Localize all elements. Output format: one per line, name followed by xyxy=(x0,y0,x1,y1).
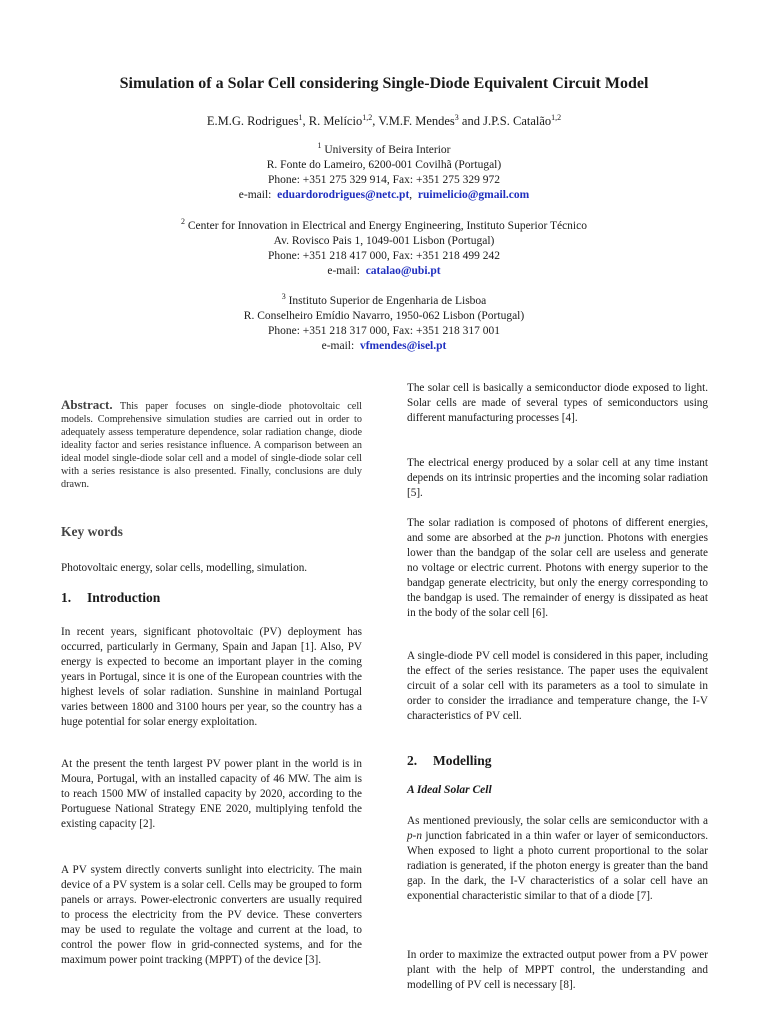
email-label: e-mail: xyxy=(321,340,355,352)
email-link[interactable]: ruimelicio@gmail.com xyxy=(417,189,530,201)
section-number: 1. xyxy=(61,590,72,605)
affiliation-2 xyxy=(40,219,728,279)
author-affiliation-sup: 1,2 xyxy=(551,112,562,122)
affiliation-address: R. Fonte do Lameiro, 6200-001 Covilhã (Portugal) xyxy=(266,159,502,171)
paragraph: In order to maximize the extracted output power from a PV power plant with the help of MPPT control, the understanding and modelling of PV cell is necessary [8]. xyxy=(407,949,708,991)
affiliation-phone: Phone: +351 218 317 000, Fax: +351 218 317 001 xyxy=(267,325,501,337)
affiliation-name: University of Beira Interior xyxy=(324,144,451,156)
author-list xyxy=(40,113,728,129)
email-link[interactable]: vfmendes@isel.pt xyxy=(359,340,447,352)
affiliation-3 xyxy=(40,294,728,354)
paragraph-italic: p-n xyxy=(407,830,422,842)
author-name: E.M.G. Rodrigues xyxy=(206,114,299,128)
affiliation-sup: 1 xyxy=(317,141,322,151)
abstract xyxy=(61,398,362,491)
author-affiliation-sup: 1 xyxy=(298,112,303,122)
subsection-heading: A Ideal Solar Cell xyxy=(407,784,492,796)
abstract-text: This paper focuses on single-diode photovoltaic cell models. Comprehensive simulation studies are carried out in order to adequately assess temperature dependence, solar radiation change, diode ideality factor and series resistance influence. A comparison between an ideal model single-diode solar cell and a model of single-diode solar cell with a series resistance is also presented. Finally, conclusions are duly drawn. xyxy=(61,401,362,490)
paragraph: The solar cell is basically a semiconductor diode exposed to light. Solar cells are made of several types of semiconductors using different manufacturing processes [4]. xyxy=(407,382,708,424)
email-link[interactable]: eduardorodrigues@netc.pt xyxy=(277,189,410,201)
author-name: V.M.F. Mendes xyxy=(378,114,455,128)
right-column xyxy=(407,649,708,724)
section-number: 2. xyxy=(407,753,418,768)
email-link[interactable]: catalao@ubi.pt xyxy=(365,265,441,277)
keywords-text: Photovoltaic energy, solar cells, modelling, simulation. xyxy=(61,562,308,574)
affiliation-address: Av. Rovisco Pais 1, 1049-001 Lisbon (Portugal) xyxy=(273,235,495,247)
right-column xyxy=(407,814,708,904)
email-label: e-mail: xyxy=(238,189,272,201)
affiliation-sup: 2 xyxy=(181,217,186,227)
paragraph: A PV system directly converts sunlight into electricity. The main device of a PV system is a solar cell. Cells may be grouped to form panels or arrays. Power-electronic converters are usually required to process the electricity from the PV device. These converters may be used to regulate the voltage and current at the load, to control the power flow in grid-connected systems, and for the maximum power point tracking (MPPT) of the device [3]. xyxy=(61,864,362,966)
author-affiliation-sup: 3 xyxy=(454,112,459,122)
affiliation-1: $^1$ University of Beira Interior R. Fonte do Lameiro, 6200-001 Covilhã (Portugal) Phone: +351 275 329 914, Fax: +351 275 329 972 e-mail: eduardorodrigues@netc.pt, ruimelicio@gmail.com xyxy=(40,143,728,203)
right-column xyxy=(407,948,708,993)
section-heading-introduction xyxy=(61,590,160,606)
affiliation-address: R. Conselheiro Emídio Navarro, 1950-062 Lisbon (Portugal) xyxy=(243,310,525,322)
author-affiliation-sup: 1,2 xyxy=(362,112,373,122)
author-separator: , xyxy=(372,114,379,128)
left-column xyxy=(61,863,362,968)
paragraph-text: As mentioned previously, the solar cells are semiconductor with a xyxy=(407,815,708,827)
affiliation-phone: Phone: +351 275 329 914, Fax: +351 275 329 972 xyxy=(267,174,501,186)
paragraph-text: The solar radiation is composed of photons of different energies, and some are absorbed at the xyxy=(407,517,708,544)
email-label: e-mail: xyxy=(327,265,360,277)
paragraph-text: junction. Photons with energies lower than the bandgap of the solar cell are useless and generate no voltage or electric current. Photons with energy superior to the bandgap generate electricity, but only the energy corresponding to the bandgap is used. The remainder of energy is dissipated as heat in the body of the solar cell [6]. xyxy=(407,532,708,619)
left-column xyxy=(61,757,362,832)
keywords-heading: Key words xyxy=(61,524,123,539)
affiliation-name: Center for Innovation in Electrical and Energy Engineering, Instituto Superior Técnico xyxy=(187,220,587,232)
author-name: J.P.S. Catalão xyxy=(483,114,552,128)
right-column xyxy=(407,456,708,501)
paper-title: Simulation of a Solar Cell considering Single-Diode Equivalent Circuit Model xyxy=(119,75,649,92)
paragraph-text: junction fabricated in a thin wafer or layer of semiconductors. When exposed to light a photo current proportional to the solar radiation is generated, if the photon energy is greater than the band gap. In the dark, the I-V characteristics of a solar cell have an exponential characteristic similar to that of a diode [7]. xyxy=(407,830,708,902)
paragraph: A single-diode PV cell model is considered in this paper, including the effect of the series resistance. The paper uses the equivalent circuit of a solar cell with its parameters as a tool to simulate in order to consider the irradiance and temperature change, the I-V characteristics of PV cell. xyxy=(407,650,708,722)
abstract-label: Abstract. xyxy=(61,397,113,412)
affiliation-sup: 3 xyxy=(281,292,286,302)
right-column xyxy=(407,381,708,426)
section-title: Modelling xyxy=(433,753,492,768)
author-separator: and xyxy=(458,114,484,128)
paragraph: At the present the tenth largest PV power plant in the world is in Moura, Portugal, with an installed capacity of 46 MW. The aim is to reach 1500 MW of installed capacity by 2020, according to the Portuguese National Strategy ENE 2020, multiplying tenfold the existing capacity [2]. xyxy=(61,758,362,830)
author-name: R. Melício xyxy=(308,114,363,128)
paragraph xyxy=(407,516,708,621)
section-heading-modelling xyxy=(407,753,492,769)
paragraph: The electrical energy produced by a solar cell at any time instant depends on its intrinsic properties and the incoming solar radiation [5]. xyxy=(407,457,708,499)
affiliation-phone: Phone: +351 218 417 000, Fax: +351 218 499 242 xyxy=(267,250,501,262)
paragraph-italic: p-n xyxy=(545,532,561,544)
left-column xyxy=(61,625,362,730)
author-separator: , xyxy=(302,114,309,128)
affiliation-name: Instituto Superior de Engenharia de Lisboa xyxy=(288,295,487,307)
right-column xyxy=(407,516,708,621)
paragraph: In recent years, significant photovoltaic (PV) deployment has occurred, particularly in Germany, Spain and Japan [1]. Also, PV energy is expected to become an important player in the coming years in Portugal, since it is one of the European countries with the highest levels of solar radiation. Sunshine in mainland Portugal varies between 1800 and 3100 hours per year, so the country has a huge potential for solar energy exploitation. xyxy=(61,626,362,728)
section-title: Introduction xyxy=(87,590,161,605)
paragraph xyxy=(407,814,708,904)
